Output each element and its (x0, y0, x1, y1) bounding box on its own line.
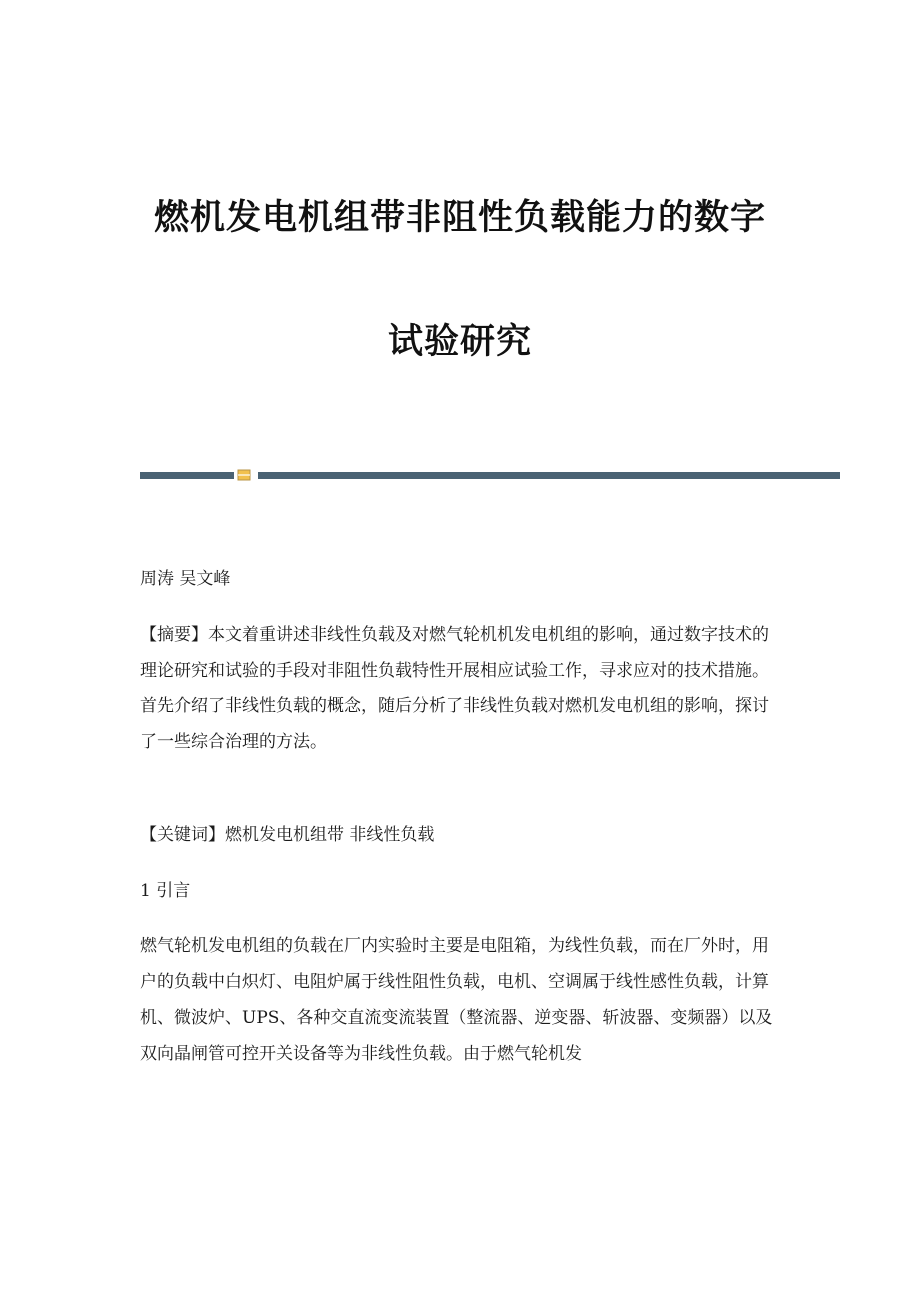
page-title-line-1: 燃机发电机组带非阻性负载能力的数字 (153, 198, 766, 238)
title-divider (140, 469, 840, 481)
keywords (140, 818, 785, 852)
divider-ornament-icon (237, 469, 251, 481)
section-heading: 1 引言 (140, 881, 191, 901)
abstract (140, 618, 785, 760)
divider-bar-left (140, 472, 234, 479)
page-title-line-2: 试验研究 (387, 322, 532, 362)
keywords-text: 燃机发电机组带 非线性负载 (225, 825, 435, 845)
keywords-label: 【关键词】 (140, 825, 225, 845)
divider-bar-right (258, 472, 840, 479)
abstract-text: 本文着重讲述非线性负载及对燃气轮机机发电机组的影响，通过数字技术的理论研究和试验的手段对非阻性负载特性开展相应试验工作，寻求应对的技术措施。首先介绍了非线性负载的概念，随后分析了非线性负载对燃机发电机组的影响，探讨了一些综合治理的方法。 (140, 625, 769, 752)
abstract-label: 【摘要】 (140, 625, 208, 645)
body-paragraph: 燃气轮机发电机组的负载在厂内实验时主要是电阻箱，为线性负载，而在厂外时，用户的负载中白炽灯、电阻炉属于线性阻性负载，电机、空调属于线性感性负载，计算机、微波炉、UPS、各种交直流变流装置（整流器、逆变器、斩波器、变频器）以及双向晶闸管可控开关设备等为非线性负载。由于燃气轮机发 (140, 936, 773, 1064)
authors: 周涛 吴文峰 (140, 569, 231, 589)
